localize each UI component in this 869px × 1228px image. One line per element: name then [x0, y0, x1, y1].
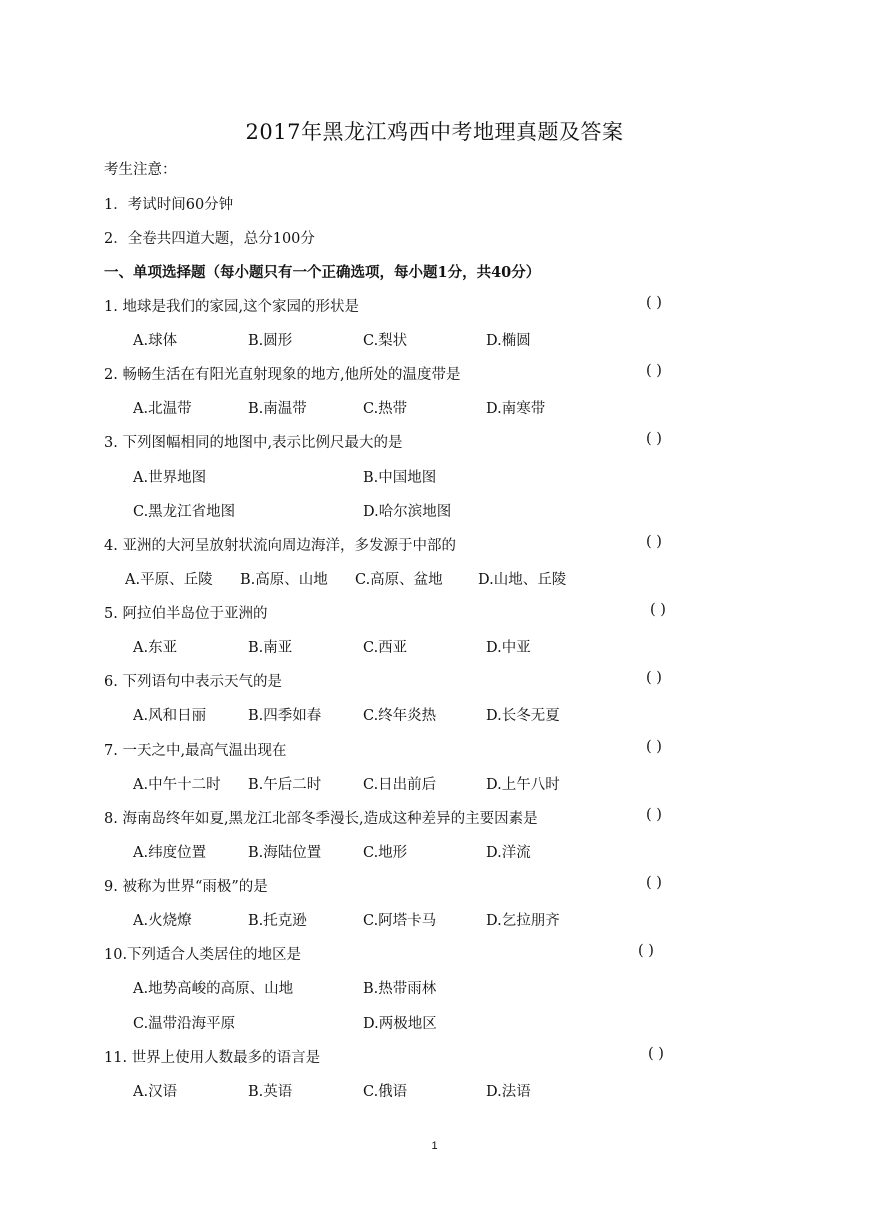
option-d: D.两极地区	[363, 1016, 437, 1032]
page-title: 2017年黑龙江鸡西中考地理真题及答案	[245, 120, 624, 144]
answer-bracket: ( )	[646, 739, 662, 755]
option-c: C.终年炎热	[363, 708, 437, 724]
option-a: A.世界地图	[133, 470, 207, 486]
answer-bracket: ( )	[650, 602, 666, 618]
option-d: D.椭圆	[486, 333, 531, 349]
option-d: D.中亚	[486, 640, 531, 656]
option-c: C.日出前后	[363, 777, 437, 793]
option-b: B.四季如春	[248, 708, 322, 724]
question-stem: 4. 亚洲的大河呈放射状流向周边海洋，多发源于中部的	[104, 538, 456, 554]
option-a: A.平原、丘陵	[125, 572, 213, 588]
answer-bracket: ( )	[646, 534, 662, 550]
option-b: B.高原、山地	[240, 572, 328, 588]
option-b: B.热带雨林	[363, 981, 437, 997]
option-d: D.哈尔滨地图	[363, 504, 452, 520]
question-stem: 9. 被称为世界“雨极”的是	[104, 879, 268, 895]
option-c: C.热带	[363, 401, 408, 417]
option-b: B.午后二时	[248, 777, 322, 793]
option-b: B.海陆位置	[248, 845, 322, 861]
option-c: C.温带沿海平原	[133, 1016, 236, 1032]
answer-bracket: ( )	[646, 363, 662, 379]
option-d: D.山地、丘陵	[478, 572, 567, 588]
option-a: A.火烧燎	[133, 913, 192, 929]
option-a: A.东亚	[133, 640, 178, 656]
question-stem: 11. 世界上使用人数最多的语言是	[104, 1050, 321, 1066]
option-b: B.英语	[248, 1084, 293, 1100]
option-c: C.黑龙江省地图	[133, 504, 236, 520]
answer-bracket: ( )	[646, 670, 662, 686]
option-d: D.乞拉朋齐	[486, 913, 560, 929]
section-heading: 一、单项选择题（每小题只有一个正确选项，每小题1分，共40分）	[104, 264, 541, 281]
option-d: D.法语	[486, 1084, 531, 1100]
option-d: D.南寒带	[486, 401, 546, 417]
option-b: B.中国地图	[363, 470, 437, 486]
question-stem: 8. 海南岛终年如夏,黑龙江北部冬季漫长,造成这种差异的主要因素是	[104, 811, 538, 827]
option-c: C.高原、盆地	[355, 572, 443, 588]
option-c: C.地形	[363, 845, 408, 861]
question-stem: 2. 畅畅生活在有阳光直射现象的地方,他所处的温度带是	[104, 367, 461, 383]
answer-bracket: ( )	[648, 1046, 664, 1062]
option-a: A.球体	[133, 333, 178, 349]
option-c: C.阿塔卡马	[363, 913, 437, 929]
answer-bracket: ( )	[646, 807, 662, 823]
option-d: D.洋流	[486, 845, 531, 861]
answer-bracket: ( )	[646, 295, 662, 311]
answer-bracket: ( )	[638, 943, 654, 959]
option-a: A.风和日丽	[133, 708, 207, 724]
notice-item: 2．全卷共四道大题，总分100分	[104, 231, 315, 247]
option-a: A.中午十二时	[133, 777, 221, 793]
question-stem: 6. 下列语句中表示天气的是	[104, 674, 282, 690]
option-c: C.梨状	[363, 333, 408, 349]
option-b: B.南温带	[248, 401, 307, 417]
question-stem: 3. 下列图幅相同的地图中,表示比例尺最大的是	[104, 435, 403, 451]
question-stem: 7. 一天之中,最高气温出现在	[104, 743, 287, 759]
option-c: C.西亚	[363, 640, 408, 656]
option-a: A.北温带	[133, 401, 192, 417]
option-b: B.圆形	[248, 333, 293, 349]
notice-heading: 考生注意：	[104, 162, 177, 178]
option-b: B.托克逊	[248, 913, 307, 929]
page-number: 1	[431, 1140, 438, 1152]
answer-bracket: ( )	[646, 875, 662, 891]
option-a: A.纬度位置	[133, 845, 207, 861]
option-a: A.汉语	[133, 1084, 178, 1100]
option-d: D.上午八时	[486, 777, 560, 793]
option-d: D.长冬无夏	[486, 708, 560, 724]
option-b: B.南亚	[248, 640, 293, 656]
notice-item: 1．考试时间60分钟	[104, 197, 234, 213]
option-c: C.俄语	[363, 1084, 408, 1100]
answer-bracket: ( )	[646, 431, 662, 447]
question-stem: 10.下列适合人类居住的地区是	[104, 947, 302, 963]
question-stem: 1. 地球是我们的家园,这个家园的形状是	[104, 299, 360, 315]
option-a: A.地势高峻的高原、山地	[133, 981, 294, 997]
question-stem: 5. 阿拉伯半岛位于亚洲的	[104, 606, 268, 622]
